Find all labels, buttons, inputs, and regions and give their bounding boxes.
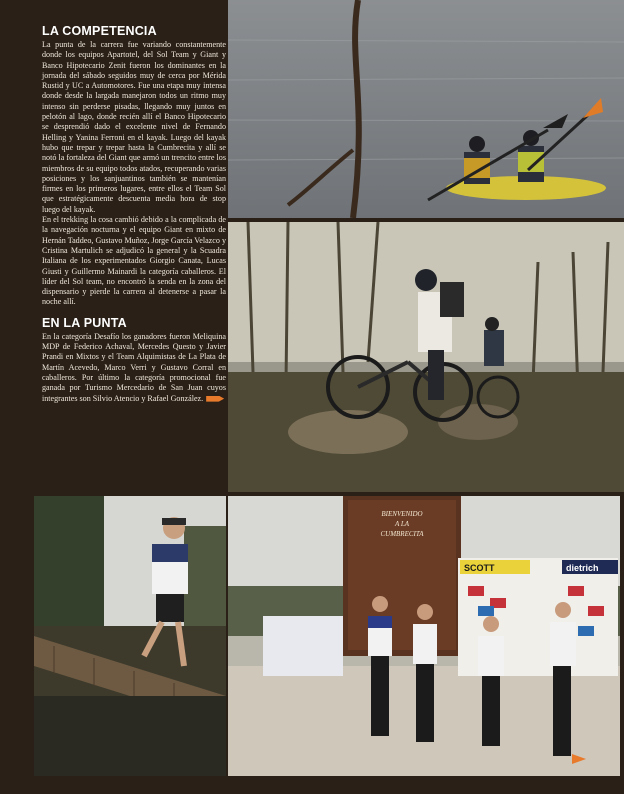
- photo-kayak: [228, 0, 624, 218]
- article-text-column: [30, 20, 226, 490]
- sign-line-2: A LA: [394, 520, 410, 528]
- sign-line-1: BIENVENIDO: [381, 510, 423, 518]
- section-body-competencia-2: En el trekking la cosa cambió debido a la complicada de la navegación nocturna y el equipo Giant en mixto de Hernán Taddeo, Gustavo Muñoz, Jorge García Velazco y Cristina Martulich se adjudicó la general y la Scuadra Italiana de los experimentados Giorgio Canata, Lucas Giusti y Guillermo Mainardi la categoría caballeros. El líder del Sol team, no encontró la senda en la zona del dispensario y pierde la carrera al detenerse a pasar la noche allí.: [42, 215, 226, 307]
- sign-line-3: CUMBRECITA: [380, 530, 424, 538]
- section-title-en-la-punta: EN LA PUNTA: [42, 315, 127, 330]
- section-body-en-la-punta: [42, 332, 226, 404]
- photo-finish-line: [228, 496, 620, 776]
- section-body-competencia: La punta de la carrera fue variando constantemente donde los equipos Apartotel, del Sol Team y Giant y Banco Hipotecario Zenit fueron los dominantes en la jornada del sábado seguidos muy de cerca por Mérida Rustid y UC a Automotores. Fue una etapa muy intensa donde desde la largada manejaron todos un ritmo muy intenso sin perderse pisadas, llegando muy juntos en pelotón al lago, donde recién allí el Banco Hipotecario se desprendió dado el excelente nivel de Fernando Helling y Yanina Ferroni en el kayak. Luego del kayak hubo que trepar y trepar hasta la Cumbrecita y allí se notó la fortaleza del Giant que armó un trencito entre los miembros de su equipo todos atados, recuperando varias posiciones y los sanjuantinos también se mantenían firmes en los primeros lugares, entre ellos el Team Sol que estratégicamente descuenta media hora de stop luego del kayak.: [42, 40, 226, 214]
- photo-runner: [34, 496, 226, 776]
- banner-brand-dietrich: dietrich: [566, 563, 599, 573]
- section-title-competencia: LA COMPETENCIA: [42, 24, 157, 38]
- continue-arrow-icon: [206, 396, 224, 402]
- banner-brand-scott: SCOTT: [464, 563, 495, 573]
- photo-mountain-bike: [228, 222, 624, 492]
- en-la-punta-text: En la categoría Desafío los ganadores fueron Meliquina MDP de Federico Achaval, Mercedes Questo y Javier Prandi en Mixtos y el Team Alquimistas de La Plata de Martín Acevedo, Marco Verri y Gustavo Corral en caballeros. Por último la categoría promocional fue ganada por Turismo Mercedario de San Juan cuyos integrantes son Silvio Atencio y Rafael González.: [42, 331, 226, 403]
